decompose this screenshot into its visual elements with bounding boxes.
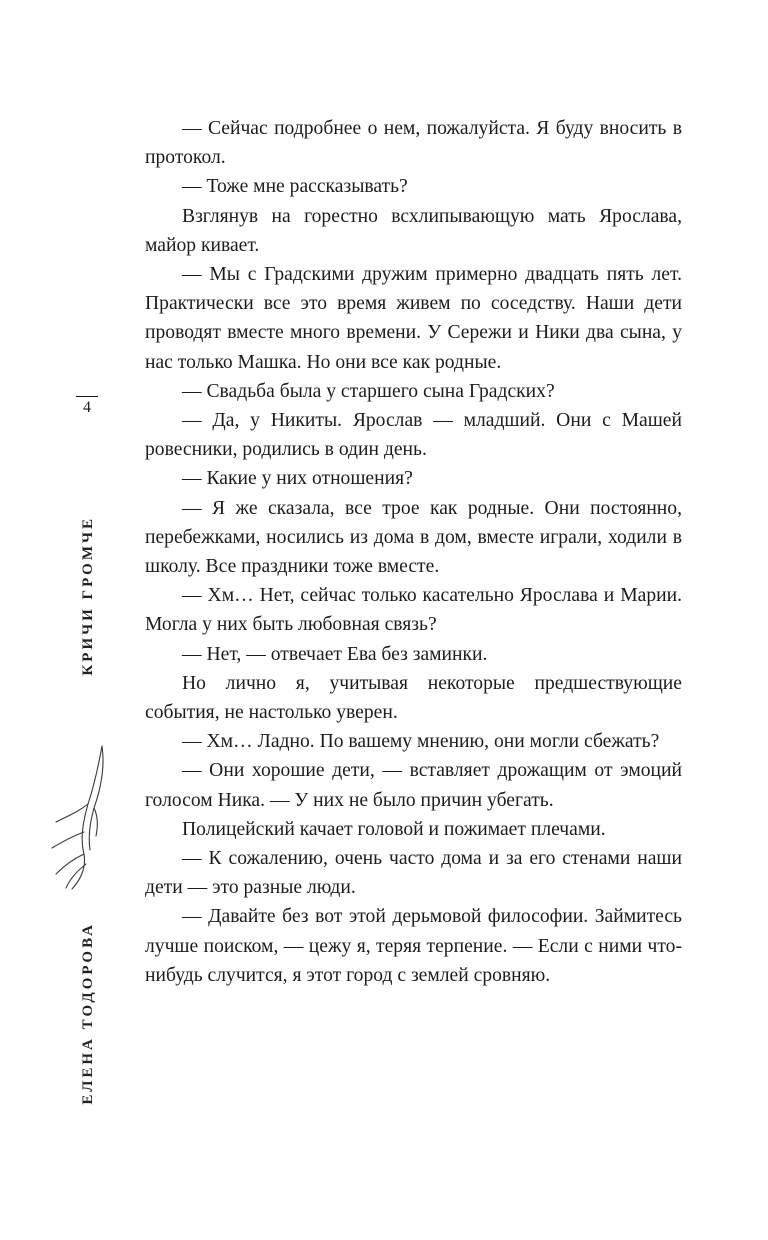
paragraph: — Свадьба была у старшего сына Градских? [182, 380, 555, 402]
paragraph: — Тоже мне рассказывать? [182, 176, 408, 198]
paragraph: — Давайте без вот этой дерьмовой философии. Займитесь лучше поиском, — цежу я, теряя терпение. — Если с ними что-нибудь случится, я этот город с землей сровняю. [145, 906, 682, 986]
paragraph: — Хм… Нет, сейчас только касательно Ярослава и Марии. Могла у них быть любовная связь? [145, 585, 682, 636]
paragraph: — Хм… Ладно. По вашему мнению, они могли сбежать? [182, 731, 660, 753]
paragraph: — Нет, — отвечает Ева без заминки. [182, 643, 488, 665]
paragraph: Полицейский качает головой и пожимает плечами. [182, 818, 606, 840]
book-title-vertical: КРИЧИ ГРОМЧЕ [80, 516, 96, 676]
body-text [145, 114, 682, 990]
paragraph: Взглянув на горестно всхлипывающую мать Ярослава, майор кивает. [145, 205, 682, 256]
paragraph: Но лично я, учитывая некоторые предшествующие события, не настолько уверен. [145, 672, 682, 724]
paragraph: — К сожалению, очень часто дома и за его стенами наши дети — это разные люди. [145, 848, 682, 899]
paragraph: — Сейчас подробнее о нем, пожалуйста. Я буду вносить в протокол. [145, 118, 682, 169]
decorative-sketch [40, 742, 130, 902]
paragraph: — Я же сказала, все трое как родные. Они постоянно, перебежками, носились из дома в дом, вместе играли, ходили в школу. Все праздники тоже вместе. [145, 497, 682, 578]
paragraph: — Какие у них отношения? [182, 468, 413, 490]
page-number: 4 [76, 396, 98, 417]
book-author-vertical: ЕЛЕНА ТОДОРОВА [80, 922, 96, 1105]
paragraph: — Они хорошие дети, — вставляет дрожащим от эмоций голосом Ника. — У них не было причин убегать. [145, 760, 682, 811]
paragraph: — Да, у Никиты. Ярослав — младший. Они с Машей ровесники, родились в один день. [145, 410, 682, 461]
paragraph: — Мы с Градскими дружим примерно двадцать пять лет. Практически все это время живем по соседству. Наши дети проводят вместе много времени. У Сережи и Ники два сына, у нас только Машка. Но они все как родные. [145, 264, 682, 373]
